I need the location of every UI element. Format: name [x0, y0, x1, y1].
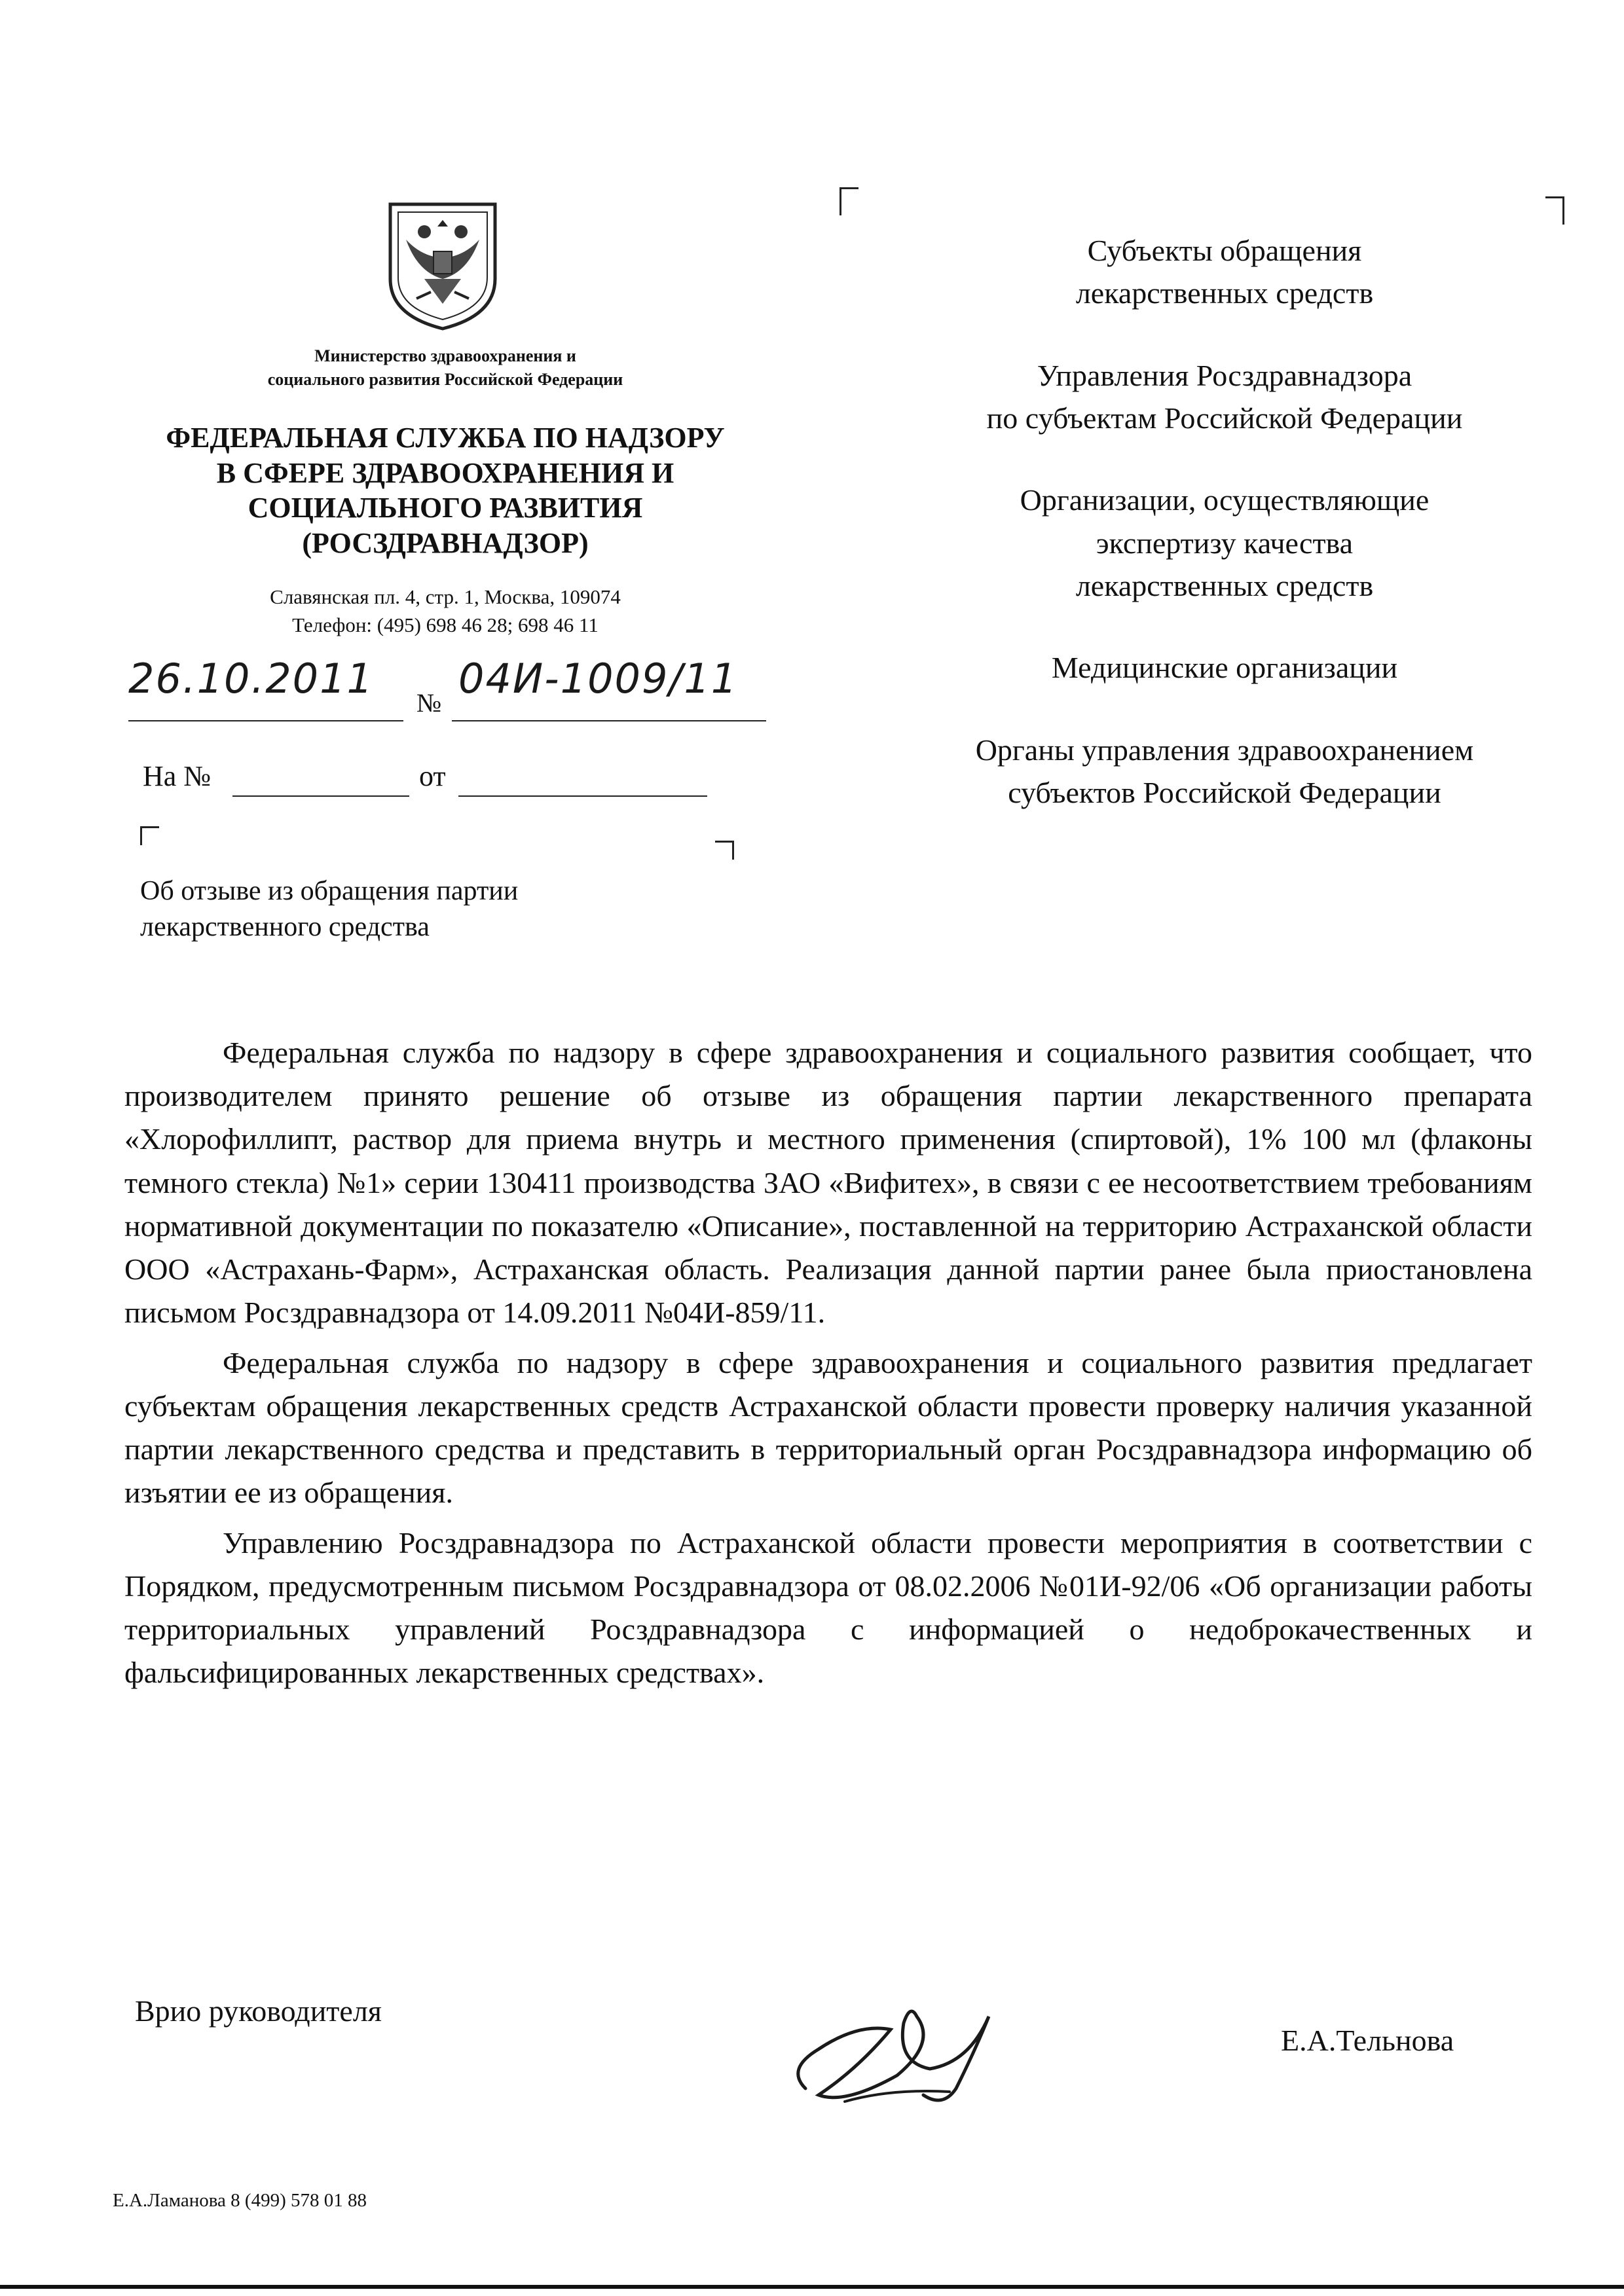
recipient-item — [851, 354, 1598, 440]
recipient-line: Управления Росздравнадзора — [1037, 358, 1412, 392]
service-line: ФЕДЕРАЛЬНАЯ СЛУЖБА ПО НАДЗОРУ — [166, 422, 725, 454]
document-number: 04И-1009/11 — [458, 655, 739, 702]
letter-body — [124, 1031, 1532, 1695]
recipients-bracket-left — [840, 187, 858, 215]
subject-line: Об отзыве из обращения партии — [140, 876, 519, 906]
number-underline — [452, 720, 766, 721]
recipient-line: по субъектам Российской Федерации — [986, 401, 1463, 435]
recipient-item — [851, 646, 1598, 689]
reference-number-underline — [232, 795, 409, 797]
date-underline — [128, 720, 403, 721]
recipient-item — [851, 729, 1598, 814]
service-line: СОЦИАЛЬНОГО РАЗВИТИЯ — [248, 492, 643, 524]
recipients-block — [851, 229, 1598, 853]
letter-subject — [140, 873, 518, 946]
reference-number-label: На № — [143, 760, 212, 792]
page-bottom-border — [0, 2285, 1624, 2289]
state-emblem-icon — [385, 200, 500, 331]
subject-line: лекарственного средства — [140, 912, 430, 943]
reference-from-label: от — [419, 760, 446, 792]
recipient-item — [851, 229, 1598, 315]
recipient-item — [851, 479, 1598, 607]
signatory-title: Врио руководителя — [135, 1994, 382, 2028]
service-name — [111, 420, 779, 561]
recipient-line: лекарственных средств — [1075, 568, 1374, 602]
phone-line: Телефон: (495) 698 46 28; 698 46 11 — [292, 613, 599, 637]
ministry-name — [151, 344, 740, 392]
recipient-line: Организации, осуществляющие — [1020, 483, 1430, 517]
handwritten-signature-icon — [779, 1990, 1002, 2115]
recipients-bracket-right — [1545, 196, 1564, 225]
body-paragraph: Федеральная служба по надзору в сфере здравоохранения и социального развития сообщает, что производителем принято решение об отзыве из обращения партии лекарственного препарата «Хлорофиллипт, раствор для приема внутрь и местного применения (спиртовой), 1% 100 мл (флаконы темного стекла) №1» серии 130411 производства ЗАО «Вифитех», в связи с ее несоответствием требованиям нормативной документации по показателю «Описание», поставленной на территорию Астраханской области ООО «Астрахань-Фарм», Астраханская область. Реализация данной партии ранее была приостановлена письмом Росздравнадзора от 14.09.2011 №04И-859/11. — [124, 1036, 1532, 1330]
service-line: В СФЕРЕ ЗДРАВООХРАНЕНИЯ И — [216, 456, 674, 489]
address-line: Славянская пл. 4, стр. 1, Москва, 109074 — [270, 585, 621, 608]
recipient-line: Медицинские организации — [1051, 651, 1398, 685]
recipient-line: Субъекты обращения — [1087, 234, 1362, 267]
address-block — [151, 583, 740, 640]
subject-bracket-right — [715, 841, 734, 860]
executor-contact: Е.А.Ламанова 8 (499) 578 01 88 — [113, 2190, 367, 2211]
subject-bracket-left — [140, 826, 159, 845]
reference-date-underline — [458, 795, 707, 797]
document-date: 26.10.2011 — [128, 655, 374, 702]
recipient-line: экспертизу качества — [1096, 526, 1354, 560]
recipient-line: субъектов Российской Федерации — [1008, 775, 1441, 809]
body-paragraph: Управлению Росздравнадзора по Астраханской области провести мероприятия в соответствии с Порядком, предусмотренным письмом Росздравнадзора от 08.02.2006 №01И-92/06 «Об организации работы территориальных управлений Росздравнадзора с информацией о недоброкачественных и фальсифицированных лекарственных средствах». — [124, 1525, 1532, 1690]
signatory-name: Е.А.Тельнова — [1281, 2024, 1454, 2057]
ministry-line: социального развития Российской Федерации — [267, 370, 623, 390]
ministry-line: Министерство здравоохранения и — [314, 346, 576, 365]
recipient-line: лекарственных средств — [1075, 276, 1374, 310]
service-line: (РОСЗДРАВНАДЗОР) — [302, 527, 589, 560]
recipient-line: Органы управления здравоохранением — [975, 733, 1474, 767]
number-sign: № — [416, 688, 442, 718]
body-paragraph: Федеральная служба по надзору в сфере здравоохранения и социального развития предлагает субъектам обращения лекарственных средств Астраханской области провести проверку наличия указанной партии лекарственного средства и представить в территориальный орган Росздравнадзора информацию об изъятии ее из обращения. — [124, 1345, 1532, 1510]
